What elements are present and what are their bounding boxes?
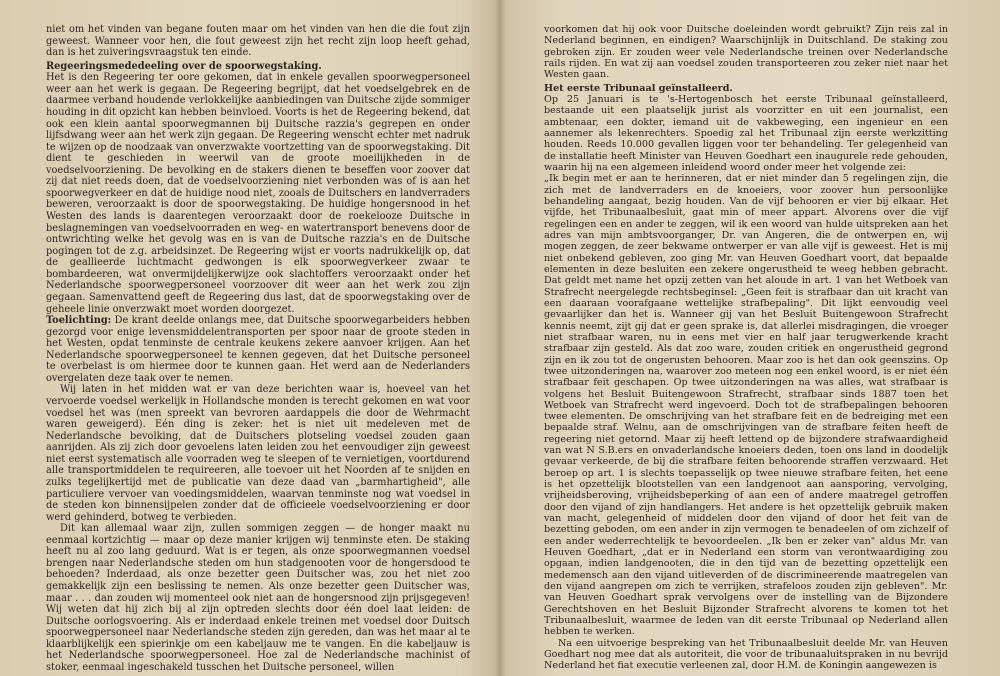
left-page xyxy=(0,0,496,676)
toelichting-paragraph xyxy=(46,315,470,384)
left-paragraph-3: Wij laten in het midden wat er van deze berichten waar is, hoeveel van het vervoerde voedsel werkelijk in Hollandsche monden is terecht gekomen en wat voor voedsel het was (men spreekt van bevroren aardappels die door de Wehrmacht waren geweigerd). Eén ding is zeker: het is niet uit medeleven met de Nederlandsche bevolking, dat de Duitschers plotseling voedsel zouden gaan aanrijden. Als zij zich door gevoelens laten leiden zou het eenvoudiger zijn geweest niet eerst systematisch alle voorraden weg te sleepen of te vernietigen, voortdurend alle transportmiddelen te requireeren, alle toevoer uit het Noorden af te snijden en zulks tegelijkertijd met de publicatie van deze daad van „barmhartigheid", alle particuliere vervoer van voedingsmiddelen, waarvan tenminste nog wat voedsel in de steden kon binnensijpelen zonder dat de officieele voedselvoorziening er door werd gehinderd, botweg te verbieden. xyxy=(46,384,470,523)
tribunaal-heading: Het eerste Tribunaal geïnstalleerd. xyxy=(544,82,733,94)
tribunaal-paragraph-1: Op 25 Januari is te 's-Hertogenbosch het eerste Tribunaal geïnstalleerd, bestaande uit een plaatselijk jurist als voorzitter en uit een journalist, een ambtenaar, een dokter, iemand uit de vakbeweging, een ingenieur en een aannemer als lekenrechters. Spoedig zal het Tribunaal zijn eerste werkzitting houden. Reeds 10.000 gevallen liggen voor ter behandeling. Ter gelegenheid van de installatie heeft Minister van Heuven Goedhart een inaugurele rede gehouden, waarin hij na een algemeen inleidend woord onder meer het volgende zei: xyxy=(544,93,948,173)
right-continuation-paragraph: voorkomen dat hij ook voor Duitsche doeleinden wordt gebruikt? Zijn reis zal in Nederland beginnen, en eindigen? Waarschijnlijk in Duitschland. De staking zou gebroken zijn. Er zouden weer vele Nederlandsche treinen over Nederlandsche rails rijden. En wat zij aan voedsel zouden transporteeren zou zeker niet naar het Westen gaan. xyxy=(544,24,948,81)
left-intro-paragraph: niet om het vinden van begane fouten maar om het vinden van hen die die fout zijn geweest. Wanneer voor hen, die fout geweest zijn het recht zijn loop heeft gehad, dan is het zuiveringsvraagstuk ten einde. xyxy=(46,24,470,59)
right-page xyxy=(504,0,1000,676)
tribunaal-paragraph-3: Na een uitvoerige bespreking van het Tribunaalbesluit deelde Mr. van Heuven Goedhart nog mee dat als autoriteit, die voor de tribunaaluitspraken in nu bevrijd Nederland het fiat executie verleenen zal, door H.M. de Koningin aangewezen is xyxy=(544,637,948,672)
toelichting-text: De krant deelde onlangs mee, dat Duitsche spoorwegarbeiders hebben gezorgd voor enige levensmiddelentransporten per spoor naar de groote steden in het Westen, opdat tenminste de centrale keukens zekere aanvoer krijgen. Aan het Nederlandsche spoorwegpersoneel te kennen gegeven, dat het Duitsche personeel te overbelast is om hiermee door te kunnen gaan. Het werd aan de Nederlanders overgelaten deze taak over te nemen. xyxy=(46,315,470,384)
regeering-heading: Regeeringsmededeeling over de spoorwegstaking. xyxy=(46,60,322,72)
tribunaal-paragraph-2: „Ik begin met er aan te herinneren, dat er niet minder dan 5 regelingen zijn, die zich met de landverraders en de knoeiers, voor zoover hun persoonlijke behandeling aangaat, bezig houden. Van de vijf behooren er vier bij elkaar. Het vijfde, het Tribunaalbesluit, gaat min of meer appart. Alvorens over die vijf regelingen een en ander te zeggen, wil ik een woord van hulde uitspreken aan het adres van mijn ambtsvoorganger, Dr. van Angeren, die de ontwerpen en, wij mogen zeggen, de zeer bekwame ontwerper er van alle vijf is geweest. Het is mij niet onbekend gebleven, zoo ging Mr. van Heuven Goedhart voort, dat bepaalde elementen in deze besluiten een zekere ongerustheid te weeg hebben gebracht. Dat geldt met name het opzij zetten van het aloude in art. 1 van het Wetboek van Strafrecht neergelegde rechtsbeginsel: „Geen feit is strafbaar dan uit kracht van een daaraan voorafgaane wettelijke strafbepaling". Dit lijkt eenvoudig veel gevaarlijker dan het is. Wanneer gij van het Besluit Buitengewoon Strafrecht kennis neemt, zijt gij dat er geen sprake is, dat allerlei misdragingen, die vroeger niet strafbaar waren, nu in eens met vier en half jaar terugwerkende kracht strafbaar zijn gesteld. Als dat zoo ware, zouden critiek en ongerustheid gegrond zijn en ik zou tot de ongerusten behooren. Maar zoo is het dan ook geenszins. Op twee uitzonderingen na, waarover zoo meteen nog een enkel woord, is er niet één strafbaar feit geschapen. Op twee uitzonderingen na was alles, wat strafbaar is volgens het Besluit Buitengewoon Strafrecht, strafbaar sinds 1887 toen het Wetboek van Strafrecht werd ingevoerd. Doch tot de strafbepalingen behooren twee elementen. De omschrijving van het strafbare feit en de bedreiging met een bepaalde straf. Welnu, aan de omschrijvingen van de strafbare feiten heeft de regeering niet getornd. Maar zij heeft lettend op de bijzondere strafwaardigheid van wat N S.B.ers en onvaderlandsche knoeiers deden, toen ons land in doodelijk gevaar verkeerde, de bij die strafbare feiten behoorende straffen verzwaard. Het beroep op art. 1 is slechts toepasselijk op twee nieuwe strafbare feiten, het eene is het opzettelijk blootstellen van een landgenoot aan aansporing, vervolging, vrijheidsberoving, vrijheidsbeperking of aan een of andere maatregel getroffen door den vijand of zijn handlangers. Het andere is het opzettelijk gebruik maken van macht, gelegenheid of middelen door den vijand of door het feit van de bezetting geboden, om een ander in zijn vermogen te benadeelen of om zichzelf of een ander wederrechtelijk te bevoordeelen. „Ik ben er zeker van" aldus Mr. van Heuven Goedhart, „dat er in Nederland een storm van verontwaardiging zou opgaan, indien landgenooten, die in den tijd van de bezetting opzettelijk een medemensch aan den vijand uitleverden of de discrimineerende maatregelen van den vijand aangrepen om zich te verrijken, strafeloos zouden zijn gebleven". Mr. van Heuven Goedhart sprak vervolgens over de instelling van de Bijzondere Gerechtshoven en het Besluit Bijzonder Strafrecht alvorens te komen tot het Tribunaalbesluit, waarmee de leden van dit eerste Tribunaal op Nederland allen hebben te werken. xyxy=(544,173,948,638)
toelichting-label: Toelichting: xyxy=(46,315,112,327)
left-paragraph-4: Dit kan allemaal waar zijn, zullen sommigen zeggen — de honger maakt nu eenmaal kortzichtig — maar op deze manier krijgen wij tenminste eten. De staking heeft nu al zoo lang geduurd. Wat is er tegen, als onze spoorwegmannen voedsel brengen naar Nederlandsche steden om hun stadgenooten voor de hongersdood te behoeden? Inderdaad, als onze bezetter geen Duitscher was, zou het niet zoo gemakkelijk zijn een beslissing te nemen. Als onze bezetter geen Duitscher was, maar . . . dan zouden wij momenteel ook niet aan de hongersnood zijn prijsgegeven! Wij weten dat hij zich bij al zijn optreden slechts door één doel laat leiden: de Duitsche oorlogsvoering. Als er inderdaad enkele treinen met voedsel door Duitsch spoorwegpersoneel naar Nederlandsche steden zijn gereden, dan was het maar al te klaarblijkelijk een spierinkje om een kabeljauw me te vangen. En die kabeljauw is het Nederlandsche spoorwegpersoneel. Hoe zal de Nederlandsche machinist of stoker, eenmaal ingeschakeld tusschen het Duitsche personeel, willen xyxy=(46,523,470,673)
regeering-paragraph: Het is den Regeering ter oore gekomen, dat in enkele gevallen spoorwegpersoneel weer aan het werk is gegaan. De Regeering begrijpt, dat het voedselgebrek en de daarmee verband houdende verlokkelijke aanbiedingen van Duitsche zijde sommiger houding in dit opzicht kan hebben beinvloed. Voorts is het de Regeering bekend, dat ook een klein aantal spoorwegmannen bij Duitsche razzia's gegrepen en onder lijfsdwang weer aan het werk zijn gegaan. De Regeering wenscht echter met nadruk te wijzen op de noodzaak van onverzwakte voortzetting van de spoorwegstaking. Dit dient te geschieden in weerwil van de groote moeilijkheden in de voedselvoorziening. De bevolking en de stakers dienen te beseffen voor zoover dat zij dat niet reeds doen, dat de voedselvoorziening niet verbonden was of is aan het spoorwegverkeer en dat de huidige nood niet, zooals de Duitschers en landverraders beweren, veroorzaakt is door de spoorwegstaking. De huidige hongersnood in het Westen des lands is daarentegen veroorzaakt door de roekelooze Duitsche in beslagnemingen van voedselvoorraden en weg- en watertransport benevens door de ontwrichting welke het gevolg was en is van de Duitsche razzia's en de Duitsche pogingen tot de z.g. arbeidsinzet. De Regeering wijst er voorts nadrukkelijk op, dat de geallieerde luchtmacht gedwongen is elk spoorwegverkeer zwaar te bombardeeren, wat onvermijdelijkerwijze ook slachtoffers veroorzaakt onder het Nederlandsche spoorwegpersoneel voorzoover dit weer aan het werk zou zijn gegaan. Samenvattend geeft de Regeering dus last, dat de spoorwegstaking over de geheele linie onverzwakt moet worden doorgezet. xyxy=(46,72,470,315)
